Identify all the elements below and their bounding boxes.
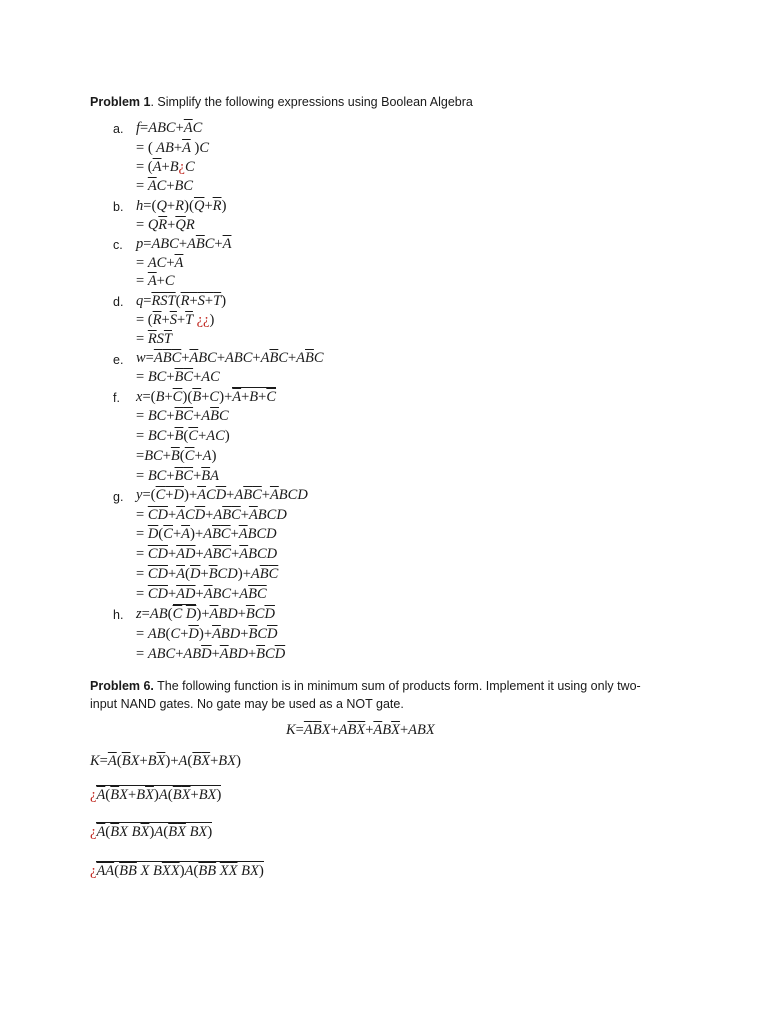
problem-1-instruction: . Simplify the following expressions using Boolean Algebra — [150, 95, 473, 109]
eq-a-4: = $\overline{A}C+BC$ — [136, 178, 194, 194]
eq-f-2: = $BC+\overline{B}\overline{C}+A\overline{B}C$ — [136, 408, 229, 424]
item-label-e: e. — [113, 353, 124, 367]
eq-h-2: = $AB(C+\overline{D})+\overline{A}BD+\overline{B}C\overline{D}$ — [136, 626, 278, 642]
problem-1-title: Problem 1 — [90, 95, 151, 109]
eq-b-2: = $Q\overline{R}+\overline{Q}R$ — [136, 217, 195, 233]
eq-c-2: = $AC+\overline{A}$ — [136, 255, 184, 271]
problem-6-title: Problem 6. — [90, 679, 154, 693]
main-equation: $K=\overline{A}\overline{B}X+A\overline{B}\overline{X}+\overline{A}B\overline{X}+ABX$ — [286, 722, 435, 738]
item-label-b: b. — [113, 200, 124, 214]
problem-6-paragraph — [90, 677, 665, 713]
problem-6-text: The following function is in minimum sum of products form. Implement it using only two-input NAND gates. No gate may be used as a NOT gate. — [90, 679, 641, 711]
item-label-f: f. — [113, 391, 120, 405]
eq-g-6: = $\overline{C}\overline{D}+\overline{A}\overline{D}+\overline{A}BC+A\overline{B}\overline{C}$ — [136, 586, 267, 602]
item-label-h: h. — [113, 608, 124, 622]
eq-e-1: $w=\overline{A}\overline{B}\overline{C}+\overline{A}BC+ABC+A\overline{B}C+A\overline{B}C$ — [136, 350, 324, 366]
step-4: ¿$\overline{AA}(\overline{BB}$ X $B\overline{XX})A(\overline{BB}$ $\overline{XX}$ BX) — [90, 863, 264, 879]
item-label-c: c. — [113, 238, 123, 252]
step-1: $K=\overline{A}(\overline{B}X+B\overline{X})+A(\overline{B}\overline{X}+BX)$ — [90, 753, 242, 769]
eq-b-1: $h=(Q+R)(\overline{Q}+\overline{R})$ — [136, 198, 227, 214]
eq-a-3: = ($\overline{A}+B¿C$ — [136, 159, 195, 175]
item-label-g: g. — [113, 490, 124, 504]
eq-d-2: = ($\overline{R}+\overline{S}+\overline{T}$ ¿¿) — [136, 312, 215, 328]
eq-g-5: = $\overline{C}\overline{D}+\overline{A}(\overline{D}+\overline{B}CD)+A\overline{B}\overline{C}$ — [136, 566, 279, 582]
problem-1-heading — [90, 94, 473, 110]
eq-g-1: $y=(C+D)+\overline{A}C\overline{D}+A\overline{B}\overline{C}+\overline{A}BCD$ — [136, 487, 308, 503]
eq-e-2: = $BC+\overline{B}\overline{C}+AC$ — [136, 369, 220, 385]
eq-a-2: = ( $AB+\overline{A}$ )C — [136, 140, 209, 156]
eq-c-3: = $\overline{A}+C$ — [136, 273, 175, 289]
eq-f-1: $x=(B+\overline{C})(\overline{B}+C)+\overline{A}+B+\overline{C}$ — [136, 389, 277, 405]
eq-h-1: $z=AB(\overline{C}$ $\overline{D})+\overline{A}BD+\overline{B}C\overline{D}$ — [136, 606, 275, 622]
eq-f-3: = $BC+\overline{B}(\overline{C}+AC)$ — [136, 428, 230, 444]
eq-f-4: $=BC+\overline{B}(\overline{C}+A)$ — [136, 448, 217, 464]
step-3: ¿$\overline{A}(\overline{B}X$ $B\overline{X})A(\overline{B}\overline{X}$ BX) — [90, 824, 213, 840]
eq-h-3: = $ABC+AB\overline{D}+\overline{A}BD+\overline{B}C\overline{D}$ — [136, 646, 286, 662]
eq-g-4: = $\overline{C}\overline{D}+\overline{A}\overline{D}+A\overline{B}\overline{C}+\overline{A}BCD$ — [136, 546, 278, 562]
eq-d-1: $q=\overline{RST}(R+S+T)$ — [136, 293, 227, 309]
item-label-a: a. — [113, 122, 124, 136]
eq-d-3: = $\overline{R}S\overline{T}$ — [136, 331, 172, 347]
step-2: ¿$\overline{A}(\overline{B}X+B\overline{X})A(\overline{B}\overline{X}+BX)$ — [90, 787, 222, 803]
eq-a-1: $f=ABC+\overline{A}C$ — [136, 120, 203, 136]
eq-g-3: = $\overline{D}(\overline{C}+\overline{A})+A\overline{B}\overline{C}+\overline{A}BCD$ — [136, 526, 277, 542]
eq-c-1: $p=ABC+A\overline{B}C+\overline{A}$ — [136, 236, 232, 252]
item-label-d: d. — [113, 295, 124, 309]
eq-f-5: = $BC+\overline{B}\overline{C}+\overline{B}A$ — [136, 468, 219, 484]
eq-g-2: = $\overline{C}\overline{D}+\overline{A}C\overline{D}+A\overline{B}\overline{C}+\overline{A}BCD$ — [136, 507, 287, 523]
